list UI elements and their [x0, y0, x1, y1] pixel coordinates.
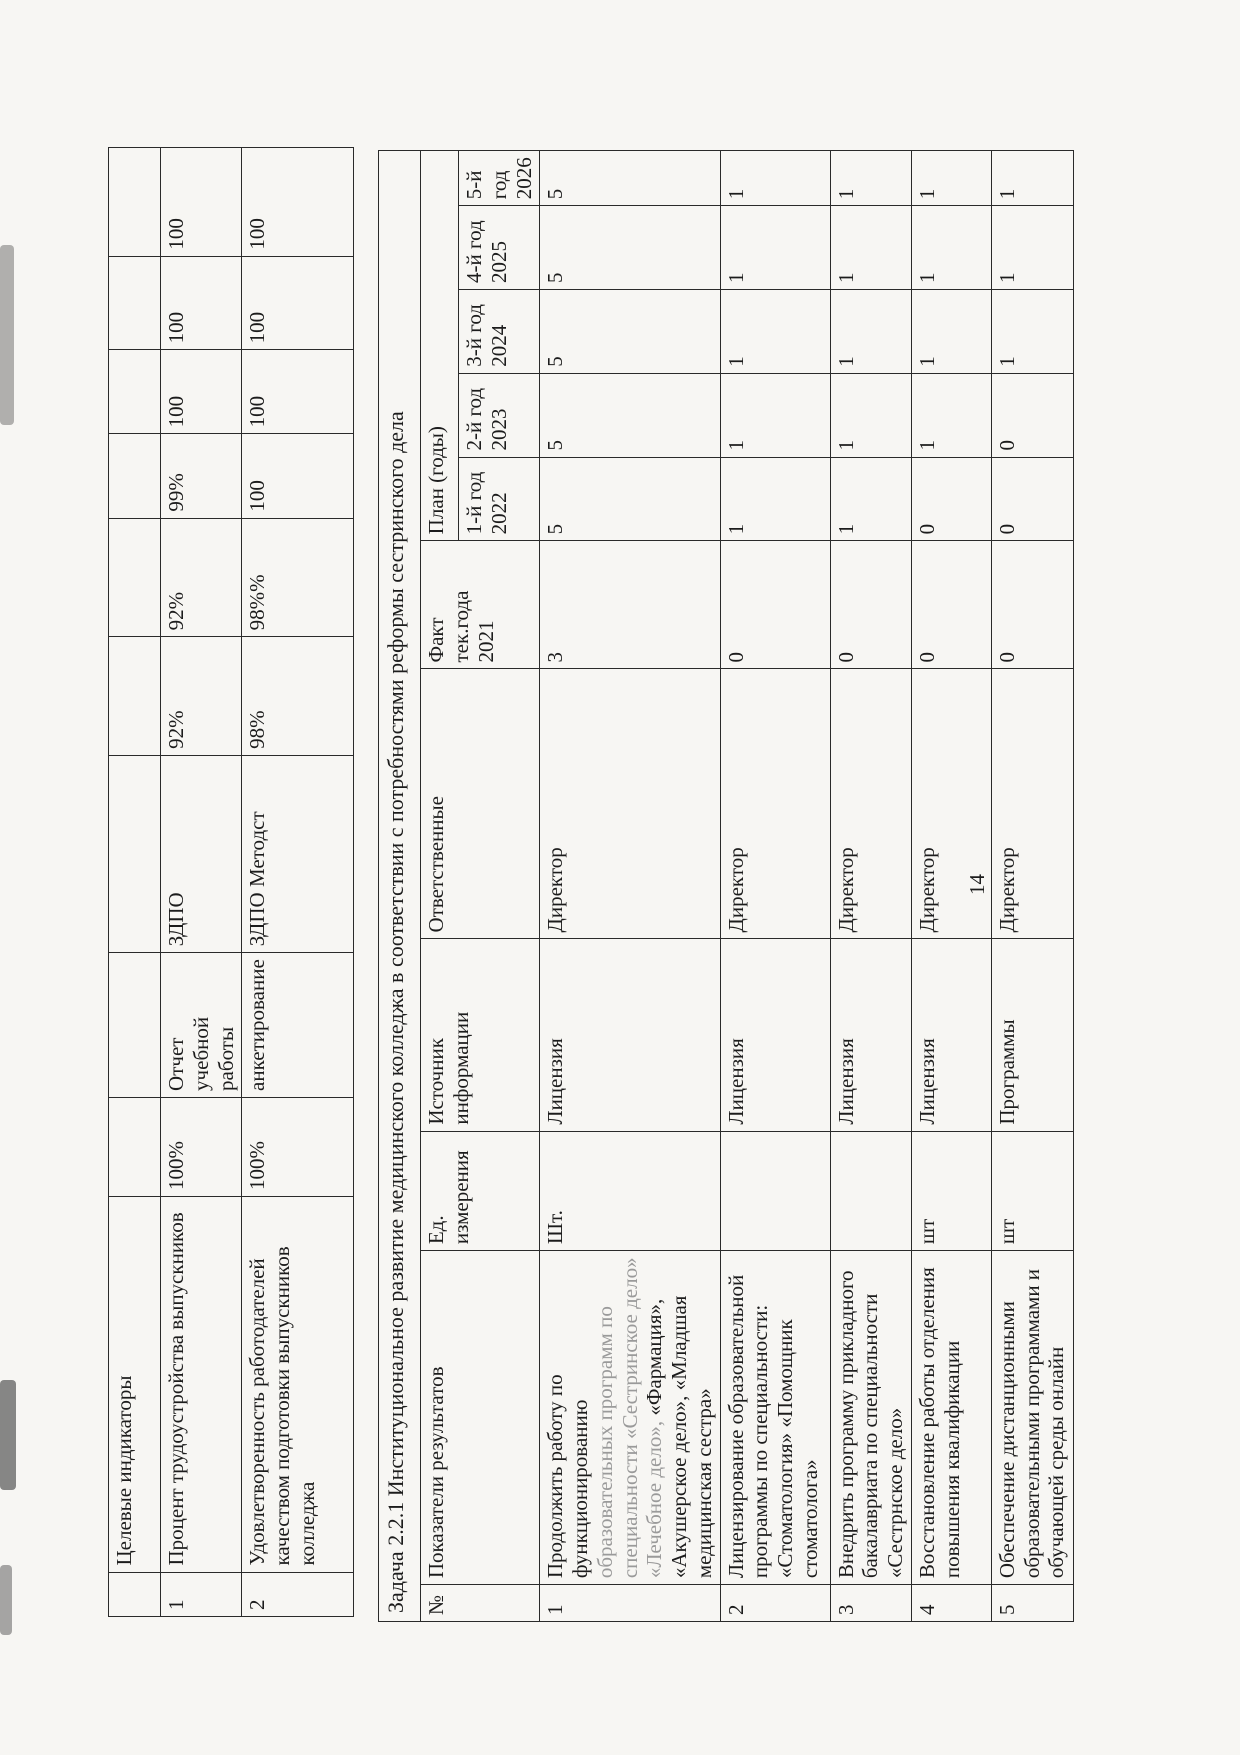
indicators-header-cell: [109, 434, 161, 518]
value-cell: 98%: [242, 637, 354, 755]
header-fact: Факт тек.года 2021: [421, 541, 540, 669]
indicators-header-cell: [109, 755, 161, 952]
indicators-header-cell: [109, 637, 161, 755]
header-plan: План (годы): [421, 151, 459, 541]
row-plan-value: 1: [830, 373, 911, 457]
row-indicator: Обеспечение дистанционными образовательными программами и обучающей среды онлайн: [991, 1251, 1073, 1585]
row-num: 2: [720, 1585, 830, 1622]
row-plan-value: 1: [911, 151, 991, 206]
indicator-name: Удовлетворенность работодателей качеством подготовки выпускников колледжа: [242, 1197, 354, 1572]
table-row: [830, 151, 911, 1622]
value-cell: 100: [242, 434, 354, 518]
header-year: 3-й год 2024: [459, 289, 540, 373]
scan-smudge: [0, 1565, 12, 1635]
row-plan-value: 1: [991, 289, 1073, 373]
info-source: Отчет учебной работы: [161, 953, 242, 1098]
responsible: ЗДПО Методст: [242, 755, 354, 952]
row-plan-value: 1: [911, 289, 991, 373]
row-unit: шт: [911, 1131, 991, 1250]
row-fact: 0: [991, 541, 1073, 669]
row-plan-value: 0: [991, 457, 1073, 541]
indicator-text: «Фармация», «Акушерское дело», «Младшая медицинская сестра»: [642, 1295, 716, 1579]
value-cell: 100: [161, 148, 242, 257]
info-source: анкетирование: [242, 953, 354, 1098]
indicator-text-faded: образовательных программ по специальности «Сестринское дело» «Лечебное дело»,: [592, 1257, 667, 1579]
indicator-name: Процент трудоустройства выпускников: [161, 1197, 242, 1572]
row-indicator: [540, 1251, 720, 1585]
header-year: 4-й год 2025: [459, 206, 540, 290]
row-plan-value: 1: [991, 206, 1073, 290]
scan-smudge: [0, 1380, 16, 1490]
row-unit: Шт.: [540, 1131, 720, 1250]
value-cell: 92%: [161, 518, 242, 637]
value-cell: 99%: [161, 434, 242, 518]
row-plan-value: 1: [911, 206, 991, 290]
value-cell: 100: [161, 350, 242, 434]
value-cell: 98%%: [242, 518, 354, 637]
row-plan-value: 5: [540, 289, 720, 373]
row-source: Лицензия: [720, 939, 830, 1131]
row-fact: 3: [540, 541, 720, 669]
row-responsible: Директор: [540, 669, 720, 939]
header-year: 1-й год 2022: [459, 457, 540, 541]
row-num: 2: [242, 1572, 354, 1616]
row-plan-value: 1: [830, 457, 911, 541]
row-plan-value: 1: [720, 151, 830, 206]
row-responsible: Директор: [911, 669, 991, 939]
row-indicator: Внедрить программу прикладного бакалавриата по специальности «Сестрнское дело»: [830, 1251, 911, 1585]
row-plan-value: 1: [720, 206, 830, 290]
row-plan-value: 5: [540, 206, 720, 290]
indicators-header-label: Целевые индикаторы: [109, 1197, 161, 1572]
table-row: [242, 148, 354, 1617]
row-plan-value: 1: [911, 373, 991, 457]
indicators-header-cell: [109, 953, 161, 1098]
row-indicator: Восстановление работы отделения повышения квалификации: [911, 1251, 991, 1585]
row-unit: [830, 1131, 911, 1250]
indicators-table: [108, 147, 354, 1617]
value-cell: 92%: [161, 637, 242, 755]
row-plan-value: 0: [911, 457, 991, 541]
row-plan-value: 5: [540, 373, 720, 457]
indicators-header-cell: [109, 256, 161, 350]
value-cell: 100: [161, 256, 242, 350]
row-unit: шт: [991, 1131, 1073, 1250]
value-cell: 100: [242, 148, 354, 257]
table-row: [991, 151, 1073, 1622]
header-year: 2-й год 2023: [459, 373, 540, 457]
header-year: 5-й год 2026: [459, 151, 540, 206]
row-source: Программы: [991, 939, 1073, 1131]
row-plan-value: 1: [830, 289, 911, 373]
row-fact: 0: [720, 541, 830, 669]
row-fact: 0: [911, 541, 991, 669]
indicators-header-row: [109, 148, 161, 1617]
header-indicator: Показатели результатов: [421, 1251, 540, 1585]
indicators-header-cell: [109, 148, 161, 257]
header-row: [421, 151, 459, 1622]
indicators-header-cell: [109, 518, 161, 637]
row-num: 4: [911, 1585, 991, 1622]
row-plan-value: 1: [720, 373, 830, 457]
target-value: 100%: [242, 1097, 354, 1196]
row-num: 3: [830, 1585, 911, 1622]
header-num: №: [421, 1585, 540, 1622]
target-value: 100%: [161, 1097, 242, 1196]
row-plan-value: 1: [830, 151, 911, 206]
row-fact: 0: [830, 541, 911, 669]
row-plan-value: 1: [830, 206, 911, 290]
row-plan-value: 1: [720, 457, 830, 541]
page-number: 14: [965, 874, 989, 895]
table-row: [540, 151, 720, 1622]
table-row: [161, 148, 242, 1617]
table-row: [720, 151, 830, 1622]
value-cell: 100: [242, 256, 354, 350]
header-responsible: Ответственные: [421, 669, 540, 939]
row-num: 5: [991, 1585, 1073, 1622]
row-responsible: Директор: [991, 669, 1073, 939]
caption-row: [379, 151, 421, 1622]
row-unit: [720, 1131, 830, 1250]
row-source: Лицензия: [830, 939, 911, 1131]
task-caption: Задача 2.2.1 Институциональное развитие медицинского колледжа в соответствии с потребностями реформы сестринского дела: [379, 151, 421, 1622]
row-num: 1: [540, 1585, 720, 1622]
row-source: Лицензия: [540, 939, 720, 1131]
row-responsible: Директор: [720, 669, 830, 939]
row-plan-value: 5: [540, 151, 720, 206]
indicator-text: Продолжить работу по функционированию: [543, 1374, 593, 1579]
indicators-header-cell: [109, 350, 161, 434]
row-plan-value: 1: [991, 151, 1073, 206]
indicators-header-num: [109, 1572, 161, 1616]
row-source: Лицензия: [911, 939, 991, 1131]
scan-smudge: [0, 245, 14, 425]
row-plan-value: 0: [991, 373, 1073, 457]
row-responsible: Директор: [830, 669, 911, 939]
row-plan-value: 1: [720, 289, 830, 373]
header-source: Источник информации: [421, 939, 540, 1131]
responsible: ЗДПО: [161, 755, 242, 952]
header-unit: Ед. измерения: [421, 1131, 540, 1250]
row-indicator: Лицензирование образовательной программы по специальности: «Стоматология» «Помощник стоматолога»: [720, 1251, 830, 1585]
value-cell: 100: [242, 350, 354, 434]
indicators-header-cell: [109, 1097, 161, 1196]
row-plan-value: 5: [540, 457, 720, 541]
row-num: 1: [161, 1572, 242, 1616]
